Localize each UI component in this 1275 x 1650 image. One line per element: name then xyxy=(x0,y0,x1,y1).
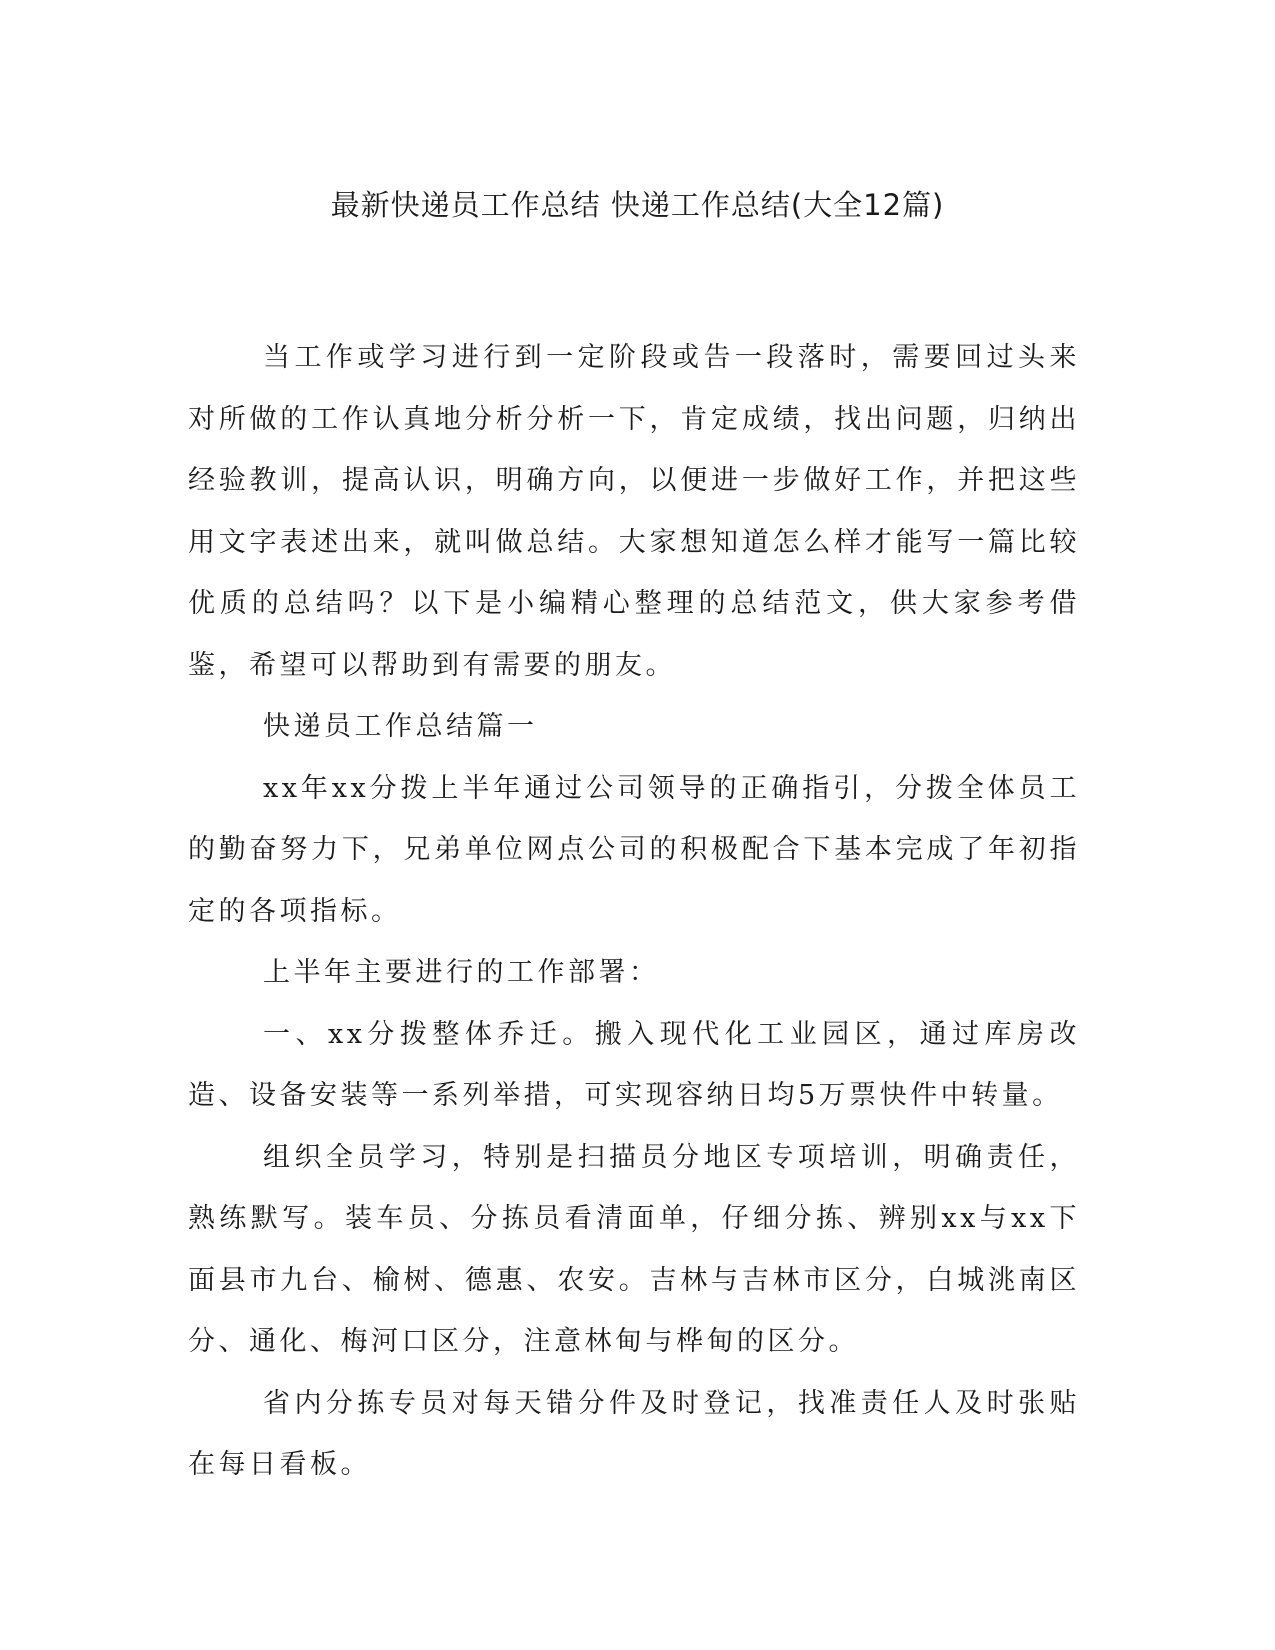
document-body xyxy=(188,327,1080,1496)
section-heading: 快递员工作总结篇一 xyxy=(263,711,538,742)
paragraph-relocation: 一、xx分拨整体乔迁。搬入现代化工业园区，通过库房改造、设备安装等一系列举措，可实现容纳日均5万票快件中转量。 xyxy=(188,1018,1080,1111)
paragraph-training: 组织全员学习，特别是扫描员分地区专项培训，明确责任，熟练默写。装车员、分拣员看清面单，仔细分拣、辨别xx与xx下面县市九台、榆树、德惠、农安。吉林与吉林市区分，白城洮南区分、通化、梅河口区分，注意林甸与桦甸的区分。 xyxy=(188,1141,1080,1357)
paragraph-work-plan-heading: 上半年主要进行的工作部署： xyxy=(263,957,660,988)
document-title: 最新快递员工作总结 快递工作总结(大全12篇) xyxy=(330,188,945,222)
paragraph-overview: xx年xx分拨上半年通过公司领导的正确指引，分拨全体员工的勤奋努力下，兄弟单位网点公司的积极配合下基本完成了年初指定的各项指标。 xyxy=(188,772,1080,927)
paragraph-error-registration: 省内分拣专员对每天错分件及时登记，找准责任人及时张贴在每日看板。 xyxy=(188,1387,1080,1480)
paragraph-intro: 当工作或学习进行到一定阶段或告一段落时，需要回过头来对所做的工作认真地分析分析一下，肯定成绩，找出问题，归纳出经验教训，提高认识，明确方向，以便进一步做好工作，并把这些用文字表述出来，就叫做总结。大家想知道怎么样才能写一篇比较优质的总结吗？以下是小编精心整理的总结范文，供大家参考借鉴，希望可以帮助到有需要的朋友。 xyxy=(188,342,1080,681)
